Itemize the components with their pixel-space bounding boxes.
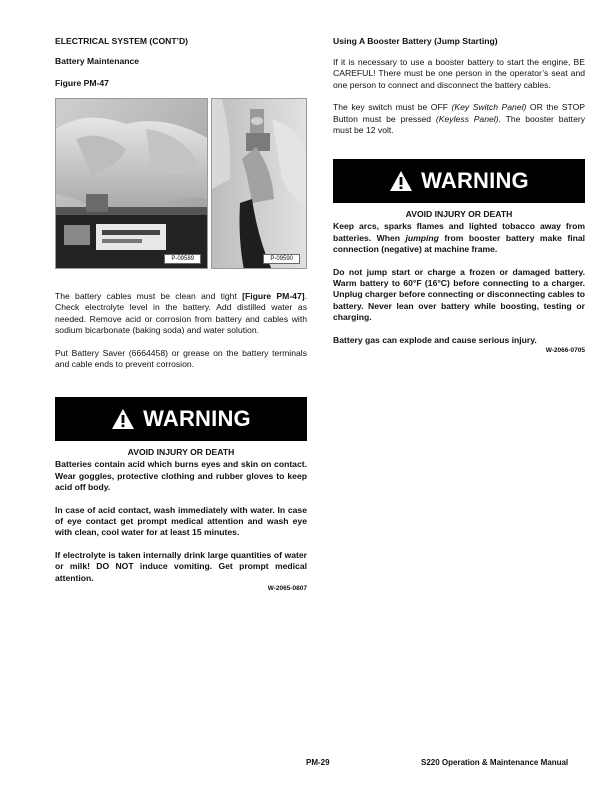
battery-maintenance-heading: Battery Maintenance — [55, 56, 140, 66]
para1-text-b: . Check electrolyte level in the battery. Add distilled water as needed. Remove acid or corrosion from battery and cables with sodium bicarbonate (baking soda) and water solution. — [55, 291, 307, 336]
warning-banner-acid — [55, 397, 307, 441]
warning-title: WARNING — [143, 406, 251, 432]
booster-paragraph: If it is necessary to use a booster battery to start the engine, BE CAREFUL! There must be one person in the operator’s seat and one person to connect and disconnect the battery cables. — [333, 57, 585, 90]
warning-triangle-icon — [389, 170, 413, 192]
para2-text-c: . The booster battery must be 12 volt. — [333, 113, 586, 136]
keyless-panel-ref: (Keyless Panel) — [435, 113, 499, 124]
jump-starting-heading: Using A Booster Battery (Jump Starting) — [333, 36, 498, 46]
warning-subtitle: AVOID INJURY OR DEATH — [405, 209, 513, 220]
para2-text-b: OR the STOP Button must be pressed — [333, 102, 585, 124]
para2-text-a: The key switch must be OFF — [333, 102, 452, 113]
left-column — [55, 36, 307, 592]
warning-jump-p1 — [333, 221, 585, 255]
jumping-emphasis: jumping — [405, 232, 439, 243]
photo-battery-cleaning — [55, 98, 208, 269]
figure-reference: [Figure PM-47] — [242, 291, 305, 301]
warning-triangle-icon — [111, 408, 135, 430]
key-switch-paragraph — [333, 102, 585, 136]
photo-label-p09589: P-09589 — [164, 254, 201, 264]
warning-jump-p2: Do not jump start or charge a frozen or damaged battery. Warm battery to 60°F (16°C) before connecting to a charger. Unplug charger before connecting or disconnecting cables to battery. Never lean over battery while boosting, testing or charging. — [333, 266, 585, 323]
warning-acid-p3: If electrolyte is taken internally drink large quantities of water or milk! DO NOT induce vomiting. Get prompt medical attention. — [55, 549, 307, 583]
warning-code: W-2066-0705 — [545, 347, 585, 355]
photo-battery-terminal — [211, 98, 307, 269]
figure-pm-47 — [55, 98, 307, 269]
figure-label: Figure PM-47 — [55, 78, 109, 88]
warning-title: WARNING — [421, 168, 529, 194]
warning-jump-p1-b: from booster battery make final connection (negative) at machine frame. — [333, 232, 586, 255]
warning-acid-p1: Batteries contain acid which burns eyes and skin on contact. Wear goggles, protective clothing and rubber gloves to keep acid off body. — [55, 459, 307, 493]
battery-cables-paragraph — [55, 291, 307, 337]
right-column — [333, 36, 585, 354]
warning-jump-p3: Battery gas can explode and cause serious injury. — [333, 334, 537, 345]
page-number: PM-29 — [306, 758, 330, 767]
photo-label-p09590: P-09590 — [263, 254, 300, 264]
para1-text-a: The battery cables must be clean and tight — [55, 291, 243, 301]
section-header: ELECTRICAL SYSTEM (CONT’D) — [55, 36, 189, 46]
key-switch-panel-ref: (Key Switch Panel) — [451, 102, 527, 113]
manual-title: S220 Operation & Maintenance Manual — [421, 758, 569, 767]
warning-code: W-2065-0807 — [267, 585, 307, 593]
battery-saver-paragraph: Put Battery Saver (6664458) or grease on the battery terminals and cable ends to prevent corrosion. — [55, 347, 307, 370]
warning-jump-p1-a: Keep arcs, sparks flames and lighted tobacco away from batteries. When — [333, 221, 585, 243]
warning-acid-p2: In case of acid contact, wash immediately with water. In case of eye contact get prompt medical attention and wash eye with clean, cool water for at least 15 minutes. — [55, 504, 307, 538]
warning-banner-jump — [333, 159, 585, 203]
warning-subtitle: AVOID INJURY OR DEATH — [127, 447, 235, 458]
